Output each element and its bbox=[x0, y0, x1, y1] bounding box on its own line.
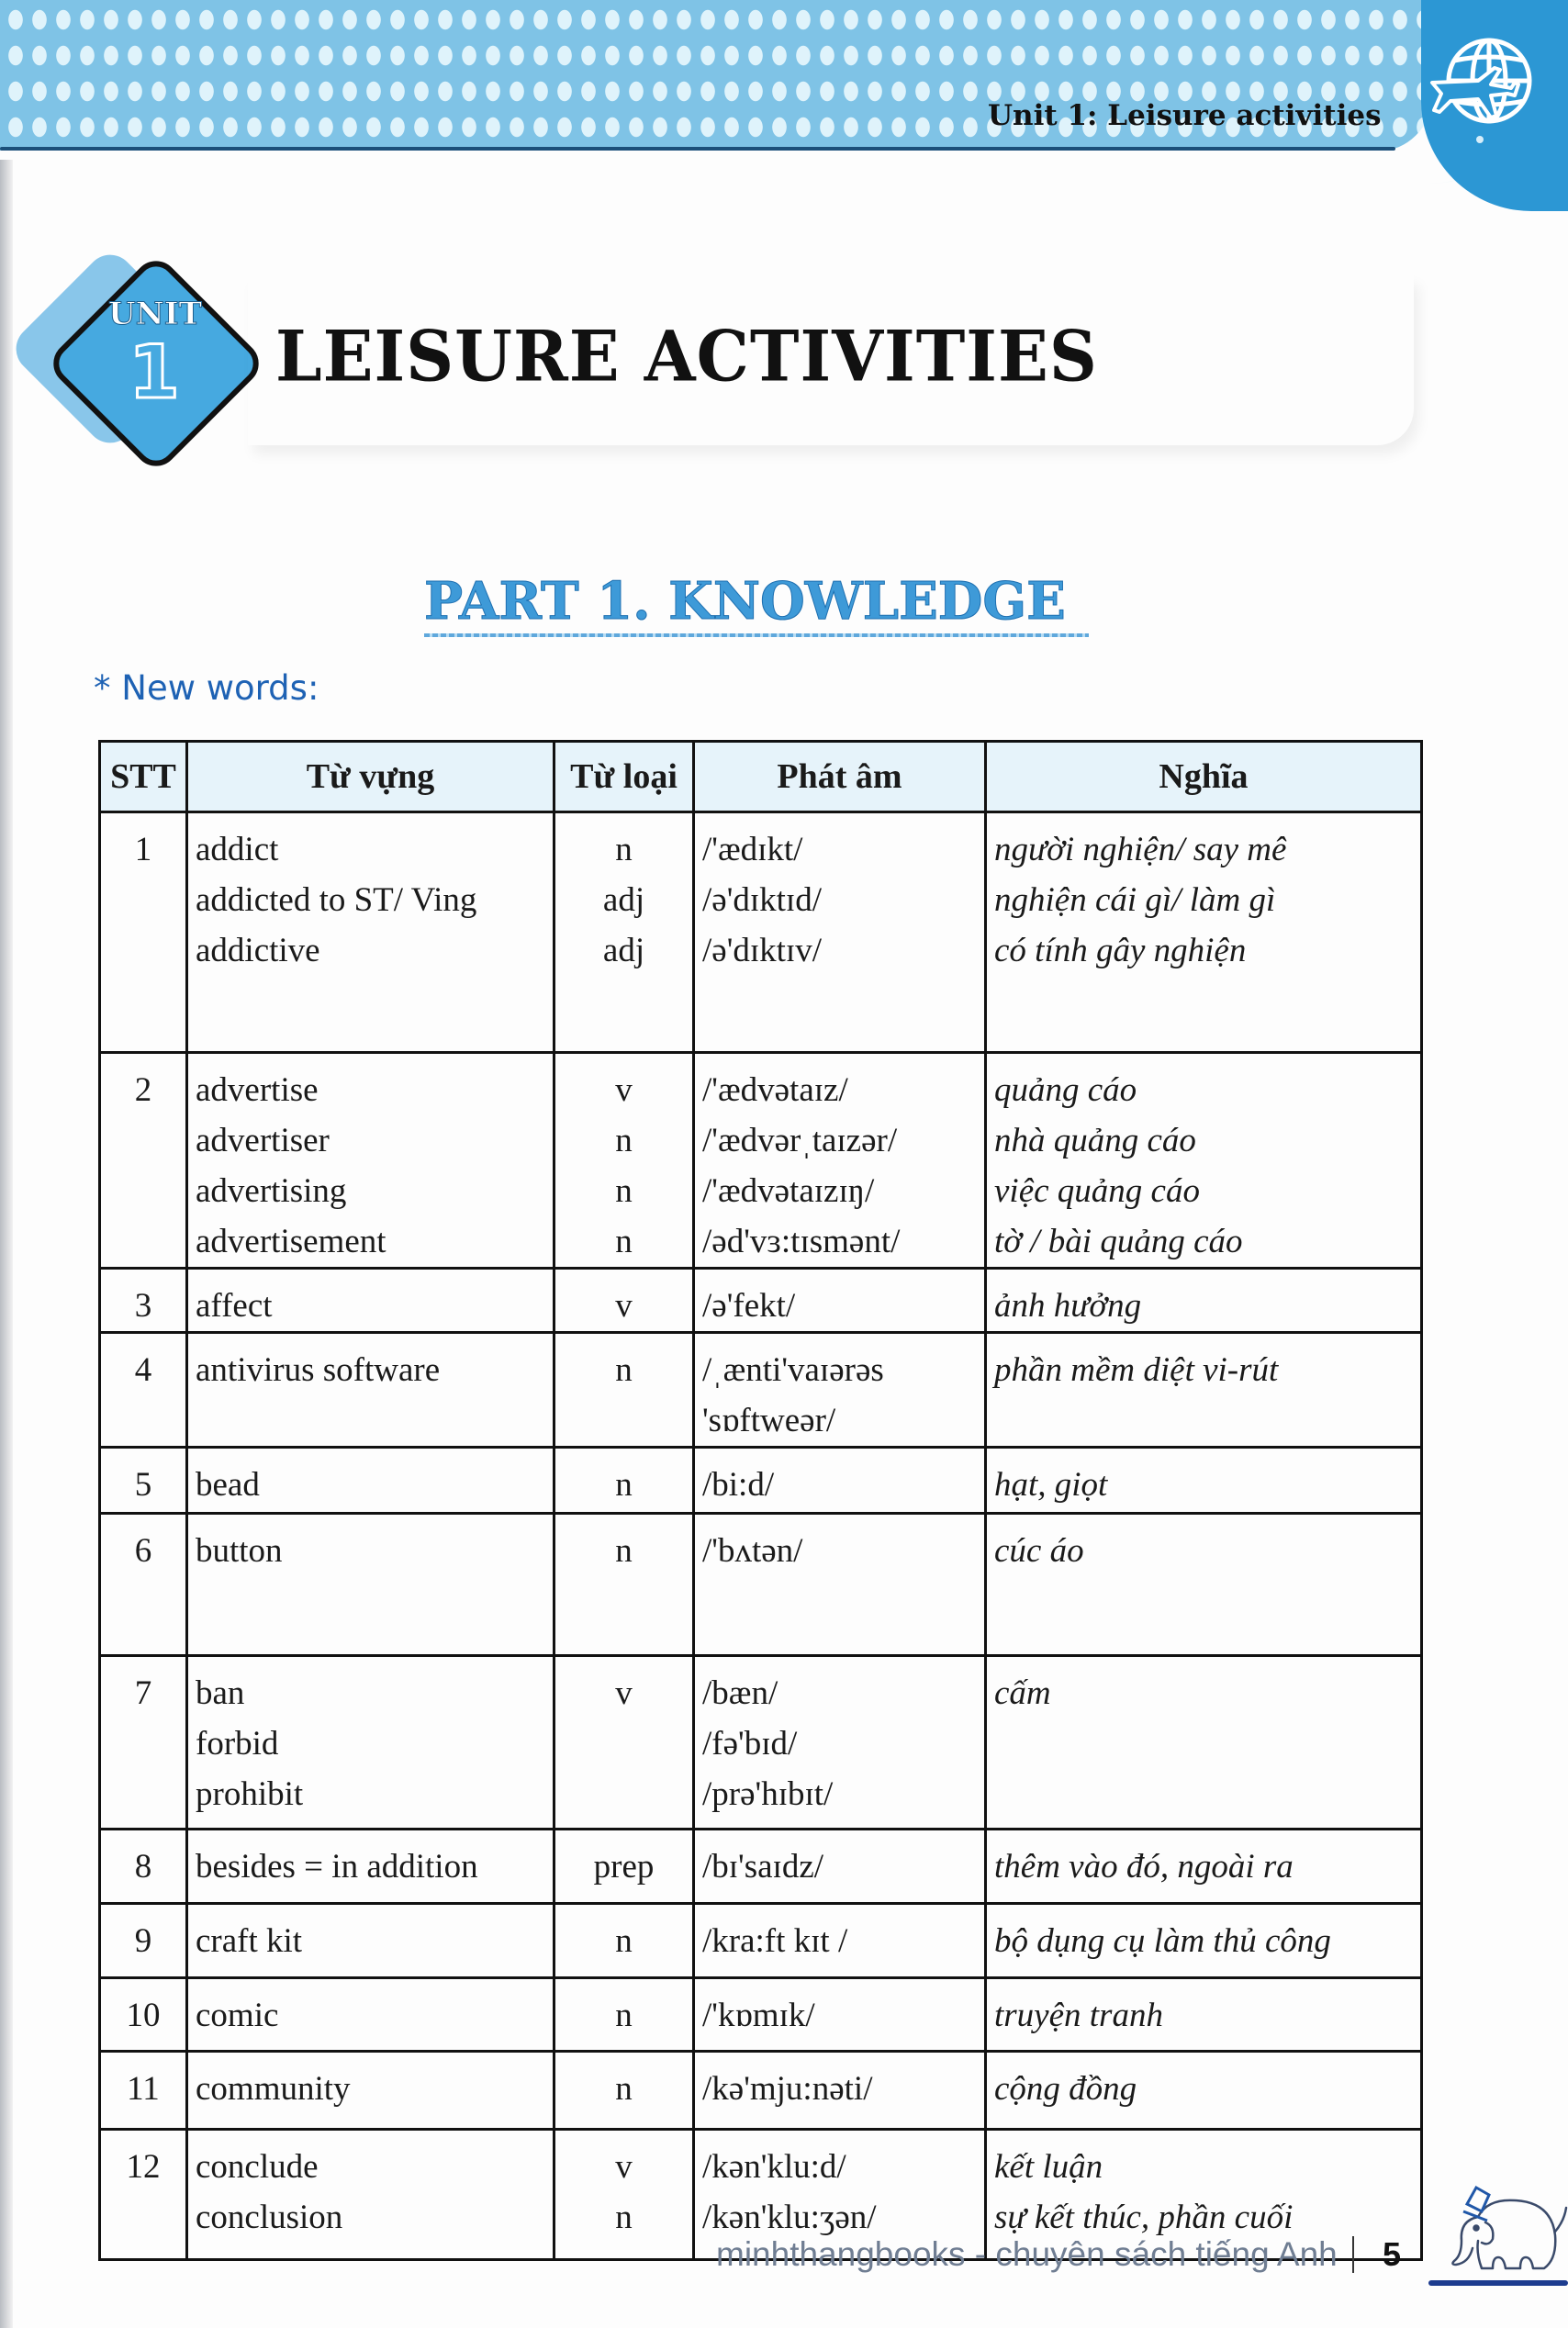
pos-line: n bbox=[615, 2070, 633, 2108]
row-number-text: 10 bbox=[126, 1997, 161, 2034]
pos-line: n bbox=[615, 1922, 633, 1960]
row-number-text: 1 bbox=[134, 831, 152, 868]
part-of-speech-cell-content bbox=[555, 1054, 692, 1267]
table-row bbox=[100, 1448, 1422, 1514]
row-number bbox=[100, 2052, 187, 2130]
pos-line: prep bbox=[593, 1848, 655, 1886]
vocabulary-cell-content bbox=[188, 1270, 553, 1331]
meaning-line: tờ / bài quảng cáo bbox=[994, 1223, 1243, 1260]
table-row bbox=[100, 812, 1422, 1053]
pronunciation-cell bbox=[694, 1830, 986, 1904]
vocabulary-cell-content bbox=[188, 1334, 553, 1395]
part-of-speech-cell bbox=[554, 1904, 694, 1978]
part-of-speech-cell bbox=[554, 1269, 694, 1333]
row-number-content bbox=[101, 1449, 185, 1510]
meaning-line: bộ dụng cụ làm thủ công bbox=[994, 1922, 1331, 1960]
meaning-cell-content bbox=[987, 1905, 1420, 1966]
meaning-cell-content bbox=[987, 1054, 1420, 1267]
footer-separator bbox=[1352, 2236, 1354, 2273]
pronunciation-cell bbox=[694, 1053, 986, 1269]
pronunciation-cell bbox=[694, 1656, 986, 1830]
row-number bbox=[100, 1269, 187, 1333]
pos-line: n bbox=[615, 1997, 633, 2034]
row-number-text: 3 bbox=[134, 1287, 152, 1325]
word-line: advertising bbox=[196, 1172, 347, 1210]
pos-line: n bbox=[615, 1122, 633, 1159]
unit-badge-label: UNIT bbox=[108, 296, 202, 332]
meaning-line: người nghiện/ say mê bbox=[994, 831, 1287, 868]
row-number-text: 9 bbox=[134, 1922, 152, 1960]
phonetic-line: /'kɒmɪk/ bbox=[702, 1997, 815, 2034]
part-of-speech-cell-content bbox=[555, 1449, 692, 1510]
word-line: community bbox=[196, 2070, 351, 2108]
phonetic-line: /ə'fekt/ bbox=[702, 1287, 796, 1325]
part-of-speech-cell-content bbox=[555, 1830, 692, 1892]
table-body bbox=[100, 812, 1422, 2260]
word-line: addictive bbox=[196, 932, 320, 969]
vocabulary-cell-content bbox=[188, 813, 553, 976]
part-of-speech-cell bbox=[554, 1514, 694, 1656]
word-line: affect bbox=[196, 1287, 273, 1325]
pos-line: n bbox=[615, 1172, 633, 1210]
pronunciation-cell-content bbox=[695, 813, 984, 976]
row-number-content bbox=[101, 1515, 185, 1576]
word-line: comic bbox=[196, 1997, 279, 2034]
part-of-speech-cell-content bbox=[555, 1905, 692, 1966]
meaning-cell-content bbox=[987, 1334, 1420, 1395]
word-line: ban bbox=[196, 1674, 245, 1712]
meaning-line: việc quảng cáo bbox=[994, 1172, 1200, 1210]
vocabulary-cell bbox=[187, 1448, 554, 1514]
meaning-cell-content bbox=[987, 813, 1420, 976]
meaning-cell bbox=[986, 812, 1422, 1053]
pos-line: v bbox=[615, 2148, 633, 2186]
phonetic-line: /fə'bɪd/ bbox=[702, 1725, 798, 1763]
phonetic-line: /əd'vɜ:tɪsmənt/ bbox=[702, 1223, 901, 1260]
row-number-text: 8 bbox=[134, 1848, 152, 1886]
part-of-speech-cell bbox=[554, 1448, 694, 1514]
vocabulary-cell-content bbox=[188, 1979, 553, 2041]
row-number-content bbox=[101, 1979, 185, 2041]
vocabulary-cell bbox=[187, 2052, 554, 2130]
row-number bbox=[100, 1448, 187, 1514]
vocabulary-cell bbox=[187, 812, 554, 1053]
pronunciation-cell bbox=[694, 1269, 986, 1333]
pos-line: n bbox=[615, 1532, 633, 1570]
meaning-line: kết luận bbox=[994, 2148, 1103, 2186]
pronunciation-cell-content bbox=[695, 1270, 984, 1331]
meaning-line: nhà quảng cáo bbox=[994, 1122, 1196, 1159]
pronunciation-cell bbox=[694, 812, 986, 1053]
pos-line: n bbox=[615, 1351, 633, 1389]
header-pronunciation: Phát âm bbox=[694, 742, 986, 812]
vocabulary-cell-content bbox=[188, 1830, 553, 1892]
pronunciation-cell-content bbox=[695, 1449, 984, 1510]
row-number bbox=[100, 1830, 187, 1904]
meaning-cell-content bbox=[987, 1270, 1420, 1331]
meaning-line: ảnh hưởng bbox=[994, 1287, 1142, 1325]
vocabulary-cell bbox=[187, 1904, 554, 1978]
part-title: PART 1. KNOWLEDGE bbox=[424, 571, 1066, 632]
pronunciation-cell bbox=[694, 1514, 986, 1656]
part-of-speech-cell-content bbox=[555, 1979, 692, 2041]
phonetic-line: /prə'hɪbɪt/ bbox=[702, 1775, 834, 1813]
meaning-line: có tính gây nghiện bbox=[994, 932, 1247, 969]
meaning-cell-content bbox=[987, 1830, 1420, 1892]
word-line: advertisement bbox=[196, 1223, 386, 1260]
pronunciation-cell bbox=[694, 1333, 986, 1448]
table-row bbox=[100, 1978, 1422, 2052]
meaning-cell bbox=[986, 1978, 1422, 2052]
pos-line: v bbox=[615, 1674, 633, 1712]
pronunciation-cell-content bbox=[695, 2053, 984, 2114]
phonetic-line: /kən'klu:ʒən/ bbox=[702, 2199, 877, 2236]
table-row bbox=[100, 2052, 1422, 2130]
meaning-line: quảng cáo bbox=[994, 1071, 1137, 1109]
phonetic-line: /bɪ'saɪdz/ bbox=[702, 1848, 824, 1886]
part-of-speech-cell-content bbox=[555, 1270, 692, 1331]
meaning-line: sự kết thúc, phần cuối bbox=[994, 2199, 1294, 2236]
page-binding-shadow bbox=[0, 0, 13, 2328]
table-row bbox=[100, 1904, 1422, 1978]
word-line: conclude bbox=[196, 2148, 319, 2186]
phonetic-line: /kra:ft kɪt / bbox=[702, 1922, 848, 1960]
row-number bbox=[100, 1904, 187, 1978]
row-number-content bbox=[101, 1830, 185, 1892]
pronunciation-cell bbox=[694, 1978, 986, 2052]
meaning-cell-content bbox=[987, 1979, 1420, 2041]
part-of-speech-cell-content bbox=[555, 2131, 692, 2243]
word-line: advertiser bbox=[196, 1122, 330, 1159]
word-line: conclusion bbox=[196, 2199, 343, 2236]
meaning-cell-content bbox=[987, 2053, 1420, 2114]
part-of-speech-cell bbox=[554, 2130, 694, 2260]
part-of-speech-cell bbox=[554, 1656, 694, 1830]
pronunciation-cell-content bbox=[695, 1830, 984, 1892]
running-head: Unit 1: Leisure activities bbox=[988, 99, 1382, 132]
pos-line: adj bbox=[602, 932, 645, 969]
vocabulary-cell bbox=[187, 1053, 554, 1269]
pronunciation-cell-content bbox=[695, 1334, 984, 1446]
row-number bbox=[100, 812, 187, 1053]
part-of-speech-cell-content bbox=[555, 1515, 692, 1576]
vocabulary-table bbox=[98, 740, 1423, 2261]
phonetic-line: /kən'klu:d/ bbox=[702, 2148, 846, 2186]
phonetic-line: /bæn/ bbox=[702, 1674, 778, 1712]
elephant-mascot-icon bbox=[1441, 2180, 1568, 2281]
vocabulary-cell bbox=[187, 1978, 554, 2052]
row-number bbox=[100, 1514, 187, 1656]
pos-line: n bbox=[615, 1223, 633, 1260]
meaning-line: cúc áo bbox=[994, 1532, 1084, 1570]
word-line: antivirus software bbox=[196, 1351, 441, 1389]
table-row bbox=[100, 1053, 1422, 1269]
phonetic-line: /bi:d/ bbox=[702, 1466, 775, 1504]
unit-badge-number: 1 bbox=[129, 330, 180, 415]
pronunciation-cell-content bbox=[695, 1657, 984, 1819]
section-label: * New words: bbox=[94, 668, 319, 708]
meaning-line: truyện tranh bbox=[994, 1997, 1163, 2034]
part-of-speech-cell bbox=[554, 1333, 694, 1448]
row-number bbox=[100, 1978, 187, 2052]
pos-line: n bbox=[615, 831, 633, 868]
meaning-cell bbox=[986, 1448, 1422, 1514]
meaning-cell bbox=[986, 1333, 1422, 1448]
vocabulary-cell-content bbox=[188, 1905, 553, 1966]
pronunciation-cell bbox=[694, 1448, 986, 1514]
word-line: addicted to ST/ Ving bbox=[196, 881, 477, 919]
footer-underline bbox=[1428, 2280, 1568, 2286]
row-number bbox=[100, 1333, 187, 1448]
table-row bbox=[100, 1269, 1422, 1333]
header-meaning: Nghĩa bbox=[986, 742, 1422, 812]
chapter-title: LEISURE ACTIVITIES bbox=[275, 314, 1098, 397]
word-line: bead bbox=[196, 1466, 260, 1504]
row-number-text: 12 bbox=[126, 2148, 161, 2186]
word-line: addict bbox=[196, 831, 279, 868]
vocabulary-cell bbox=[187, 1656, 554, 1830]
meaning-cell bbox=[986, 1656, 1422, 1830]
meaning-cell bbox=[986, 1904, 1422, 1978]
part-of-speech-cell bbox=[554, 1053, 694, 1269]
row-number bbox=[100, 1656, 187, 1830]
row-number-content bbox=[101, 1334, 185, 1395]
table-row bbox=[100, 1333, 1422, 1448]
table-row bbox=[100, 1830, 1422, 1904]
pronunciation-cell bbox=[694, 1904, 986, 1978]
phonetic-line: /'bʌtən/ bbox=[702, 1532, 803, 1570]
row-number-text: 7 bbox=[134, 1674, 152, 1712]
table-row bbox=[100, 1656, 1422, 1830]
vocabulary-cell-content bbox=[188, 1054, 553, 1267]
row-number bbox=[100, 2130, 187, 2260]
part-of-speech-cell bbox=[554, 812, 694, 1053]
pos-line: v bbox=[615, 1287, 633, 1325]
vocabulary-cell bbox=[187, 1830, 554, 1904]
vocabulary-cell-content bbox=[188, 2053, 553, 2114]
phonetic-line: 'sɒftweər/ bbox=[702, 1402, 836, 1439]
meaning-cell bbox=[986, 1830, 1422, 1904]
row-number-content bbox=[101, 2131, 185, 2192]
part-of-speech-cell-content bbox=[555, 1657, 692, 1718]
part-of-speech-cell bbox=[554, 2052, 694, 2130]
meaning-line: nghiện cái gì/ làm gì bbox=[994, 881, 1276, 919]
meaning-cell-content bbox=[987, 1449, 1420, 1510]
vocabulary-cell-content bbox=[188, 1657, 553, 1819]
table-header-row bbox=[100, 742, 1422, 812]
meaning-line: cộng đồng bbox=[994, 2070, 1137, 2108]
vocabulary-cell bbox=[187, 2130, 554, 2260]
pronunciation-cell-content bbox=[695, 1905, 984, 1966]
publisher-text: minhthangbooks - chuyên sách tiếng Anh bbox=[716, 2235, 1338, 2273]
row-number bbox=[100, 1053, 187, 1269]
phonetic-line: /kə'mju:nəti/ bbox=[702, 2070, 873, 2108]
word-line: besides = in addition bbox=[196, 1848, 478, 1886]
word-line: prohibit bbox=[196, 1775, 304, 1813]
phonetic-line: /ˌænti'vaɪərəs bbox=[702, 1351, 884, 1389]
meaning-cell-content bbox=[987, 1515, 1420, 1576]
meaning-line: cấm bbox=[994, 1674, 1051, 1712]
meaning-line: thêm vào đó, ngoài ra bbox=[994, 1848, 1294, 1886]
phonetic-line: /'ædvətaɪzɪŋ/ bbox=[702, 1172, 875, 1210]
vocabulary-cell-content bbox=[188, 2131, 553, 2243]
row-number-text: 4 bbox=[134, 1351, 152, 1389]
row-number-content bbox=[101, 1054, 185, 1115]
header-vocabulary: Từ vựng bbox=[187, 742, 554, 812]
vocabulary-cell-content bbox=[188, 1515, 553, 1576]
row-number-text: 11 bbox=[127, 2070, 160, 2108]
part-of-speech-cell-content bbox=[555, 2053, 692, 2114]
globe-plane-icon bbox=[1423, 28, 1542, 147]
row-number-content bbox=[101, 2053, 185, 2114]
phonetic-line: /ə'dɪktɪv/ bbox=[702, 932, 822, 969]
phonetic-line: /ə'dɪktɪd/ bbox=[702, 881, 822, 919]
row-number-content bbox=[101, 1905, 185, 1966]
phonetic-line: /'ædɪkt/ bbox=[702, 831, 803, 868]
table-row bbox=[100, 1514, 1422, 1656]
meaning-cell-content bbox=[987, 2131, 1420, 2243]
phonetic-line: /'ædvərˌtaɪzər/ bbox=[702, 1122, 898, 1159]
meaning-cell bbox=[986, 1053, 1422, 1269]
pronunciation-cell-content bbox=[695, 1054, 984, 1267]
row-number-text: 5 bbox=[134, 1466, 152, 1504]
meaning-cell-content bbox=[987, 1657, 1420, 1718]
vocabulary-cell bbox=[187, 1514, 554, 1656]
pronunciation-cell-content bbox=[695, 2131, 984, 2243]
vocabulary-cell-content bbox=[188, 1449, 553, 1510]
word-line: advertise bbox=[196, 1071, 319, 1109]
part-of-speech-cell-content bbox=[555, 813, 692, 976]
part-of-speech-cell bbox=[554, 1830, 694, 1904]
part-of-speech-cell-content bbox=[555, 1334, 692, 1395]
meaning-line: phần mềm diệt vi-rút bbox=[994, 1351, 1279, 1389]
word-line: button bbox=[196, 1532, 283, 1570]
pos-line: n bbox=[615, 1466, 633, 1504]
page-header-banner bbox=[0, 0, 1568, 211]
meaning-cell bbox=[986, 2052, 1422, 2130]
pos-line: n bbox=[615, 2199, 633, 2236]
row-number-content bbox=[101, 1270, 185, 1331]
meaning-cell bbox=[986, 1269, 1422, 1333]
header-stt: STT bbox=[100, 742, 187, 812]
part-title-underline bbox=[424, 633, 1089, 637]
word-line: craft kit bbox=[196, 1922, 303, 1960]
pronunciation-cell bbox=[694, 2052, 986, 2130]
word-line: forbid bbox=[196, 1725, 279, 1763]
pronunciation-cell-content bbox=[695, 1979, 984, 2041]
row-number-text: 6 bbox=[134, 1532, 152, 1570]
row-number-content bbox=[101, 813, 185, 875]
phonetic-line: /'ædvətaɪz/ bbox=[702, 1071, 848, 1109]
row-number-text: 2 bbox=[134, 1071, 152, 1109]
banner-gap bbox=[0, 151, 1414, 160]
part-of-speech-cell bbox=[554, 1978, 694, 2052]
meaning-line: hạt, giọt bbox=[994, 1466, 1108, 1504]
pos-line: v bbox=[615, 1071, 633, 1109]
page-number: 5 bbox=[1383, 2235, 1402, 2273]
vocabulary-cell bbox=[187, 1333, 554, 1448]
pronunciation-cell-content bbox=[695, 1515, 984, 1576]
header-part-of-speech: Từ loại bbox=[554, 742, 694, 812]
vocabulary-cell bbox=[187, 1269, 554, 1333]
row-number-content bbox=[101, 1657, 185, 1718]
meaning-cell bbox=[986, 1514, 1422, 1656]
pos-line: adj bbox=[602, 881, 645, 919]
